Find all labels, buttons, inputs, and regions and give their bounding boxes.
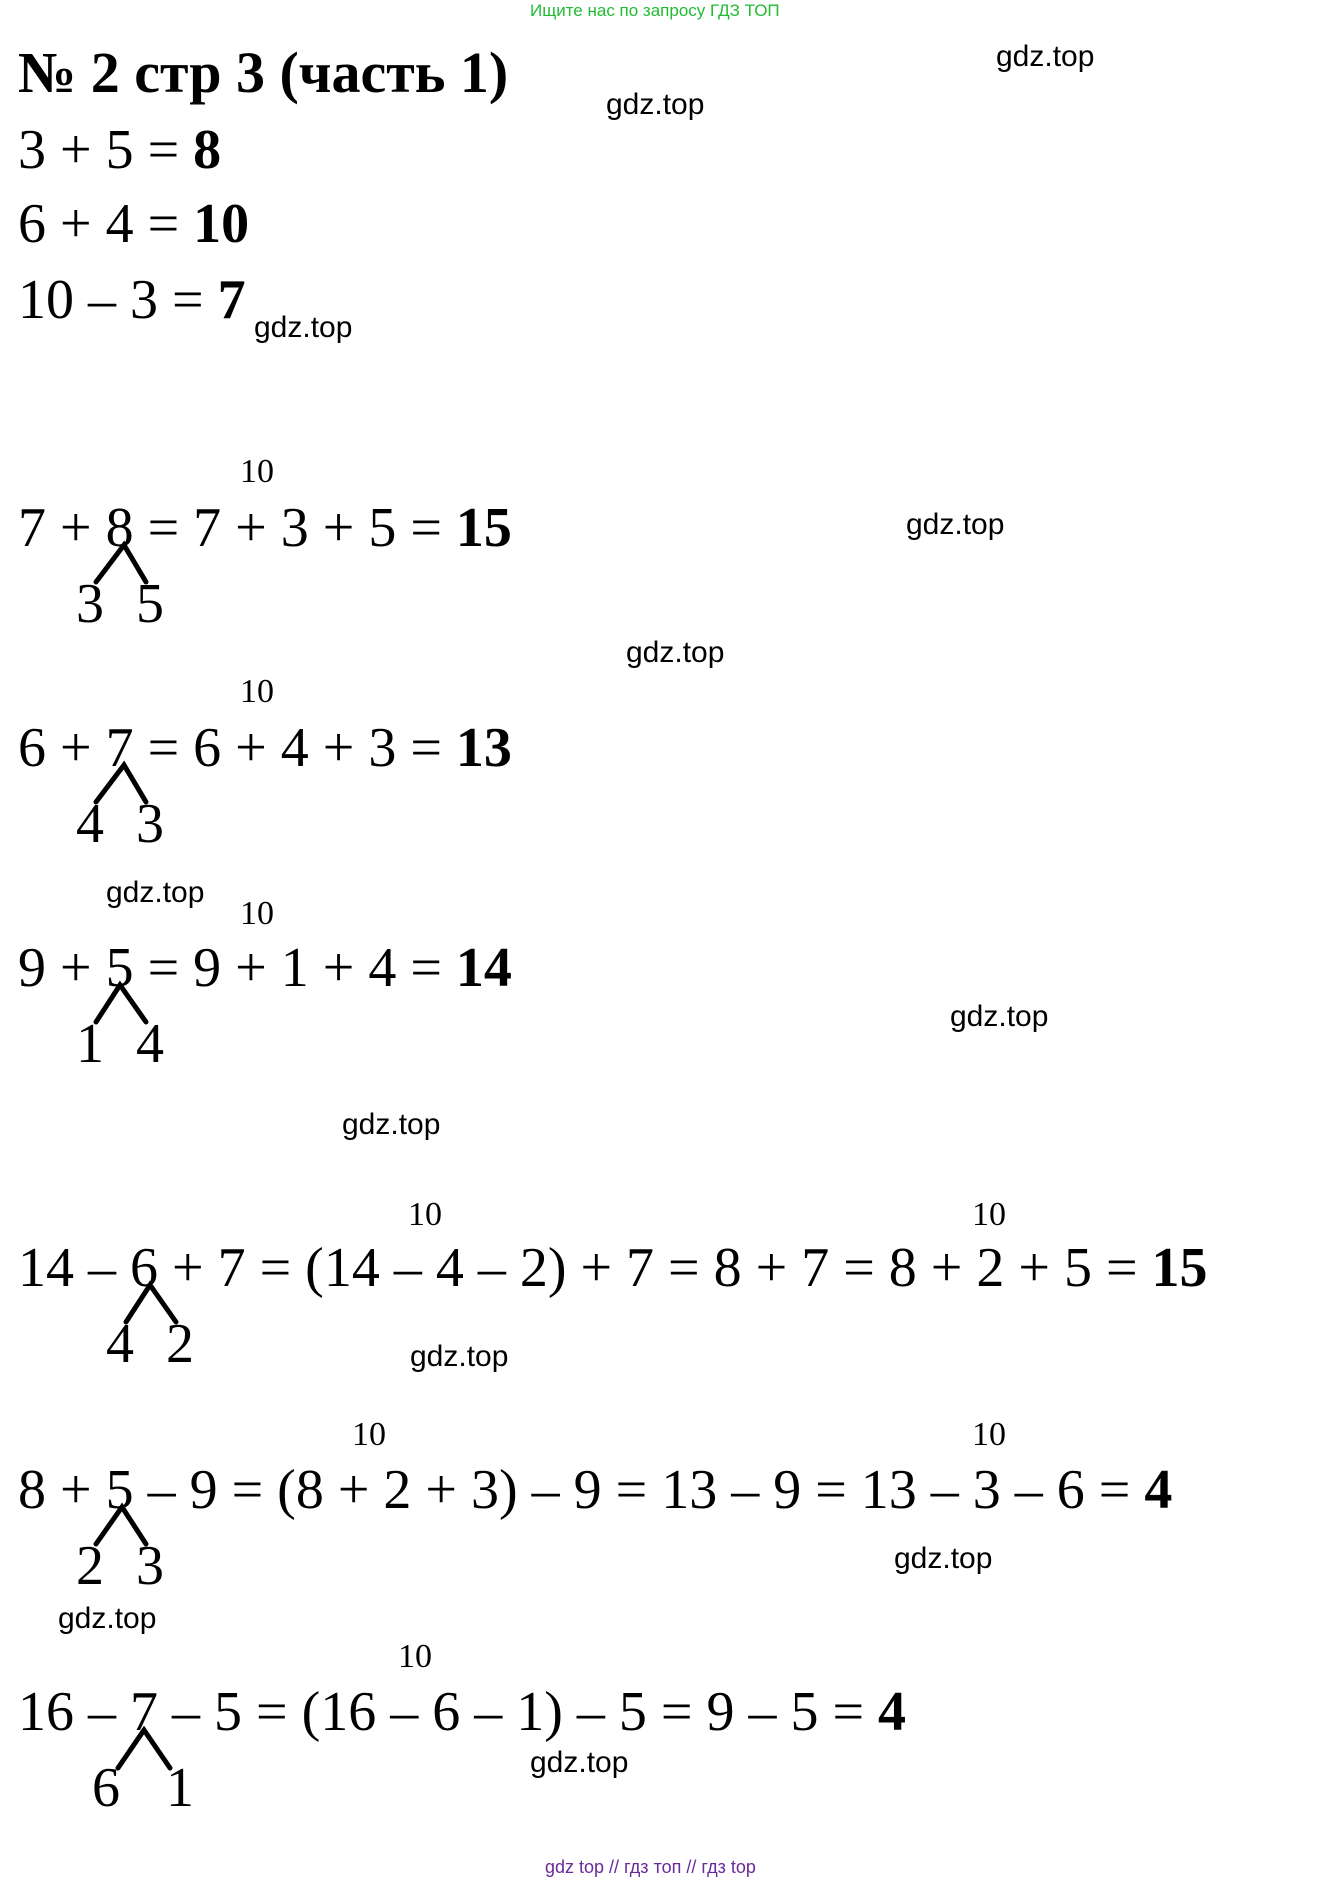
split-part-left: 4 [76,793,104,855]
watermark: gdz.top [106,876,205,909]
split-part-left: 2 [76,1535,104,1597]
watermark: gdz.top [950,1000,1049,1033]
watermark: gdz.top [626,636,725,669]
equation-expression: 16 – 7 – 5 = (16 – 6 – 1) – 5 = 9 – 5 = [18,1681,879,1743]
watermark: gdz.top [342,1108,441,1141]
ten-mark: 10 [352,1416,386,1453]
equation-expression: 9 + 5 = 9 + 1 + 4 = [18,937,456,999]
equation-answer: 4 [1144,1459,1173,1521]
equation-answer: 4 [878,1681,907,1743]
page-title: № 2 стр 3 (часть 1) [18,40,509,105]
split-part-right: 3 [136,1535,164,1597]
equation-answer: 15 [1151,1237,1208,1299]
branch-line [118,1730,170,1768]
branch-line [96,765,146,802]
ten-mark: 10 [972,1196,1006,1233]
equation-expression: 10 – 3 = [18,269,218,331]
watermark: gdz.top [606,88,705,121]
equation-answer: 15 [455,497,512,559]
equation-answer: 8 [193,119,222,181]
equation-expression: 8 + 5 – 9 = (8 + 2 + 3) – 9 = 13 – 9 = 13 – 3 – 6 = [18,1459,1145,1521]
watermark: gdz.top [58,1602,157,1635]
branch-line [96,545,146,582]
footer-links[interactable]: gdz top // гдз топ // гдз top [545,1857,756,1877]
equation-expression: 14 – 6 + 7 = (14 – 4 – 2) + 7 = 8 + 7 = 8 + 2 + 5 = [18,1237,1152,1299]
ten-mark: 10 [398,1638,432,1675]
branch-line [96,985,146,1022]
watermark: gdz.top [410,1340,509,1373]
search-banner[interactable]: Ищите нас по запросу ГДЗ ТОП [530,1,780,20]
equation-answer: 13 [455,717,512,779]
split-part-left: 4 [106,1313,134,1375]
split-part-right: 5 [136,573,164,635]
ten-mark: 10 [240,673,274,710]
split-part-left: 3 [76,573,104,635]
equation-expression: 6 + 4 = [18,193,194,255]
ten-mark: 10 [972,1416,1006,1453]
ten-mark: 10 [240,453,274,490]
equation-answer: 7 [217,269,246,331]
watermark: gdz.top [996,40,1095,73]
watermark: gdz.top [894,1542,993,1575]
equation-answer: 14 [455,937,512,999]
equation-answer: 10 [193,193,250,255]
ten-mark: 10 [408,1196,442,1233]
split-part-right: 2 [166,1313,194,1375]
watermark: gdz.top [254,311,353,344]
equation-expression: 6 + 7 = 6 + 4 + 3 = [18,717,456,779]
split-part-left: 1 [76,1013,104,1075]
branch-line [126,1285,176,1322]
equation-expression: 3 + 5 = [18,119,194,181]
split-part-right: 4 [136,1013,164,1075]
branch-line [96,1507,146,1544]
split-part-right: 3 [136,793,164,855]
watermark: gdz.top [530,1746,629,1779]
split-part-right: 1 [166,1757,194,1819]
ten-mark: 10 [240,895,274,932]
split-part-left: 6 [92,1757,120,1819]
watermark: gdz.top [906,508,1005,541]
equation-expression: 7 + 8 = 7 + 3 + 5 = [18,497,456,559]
